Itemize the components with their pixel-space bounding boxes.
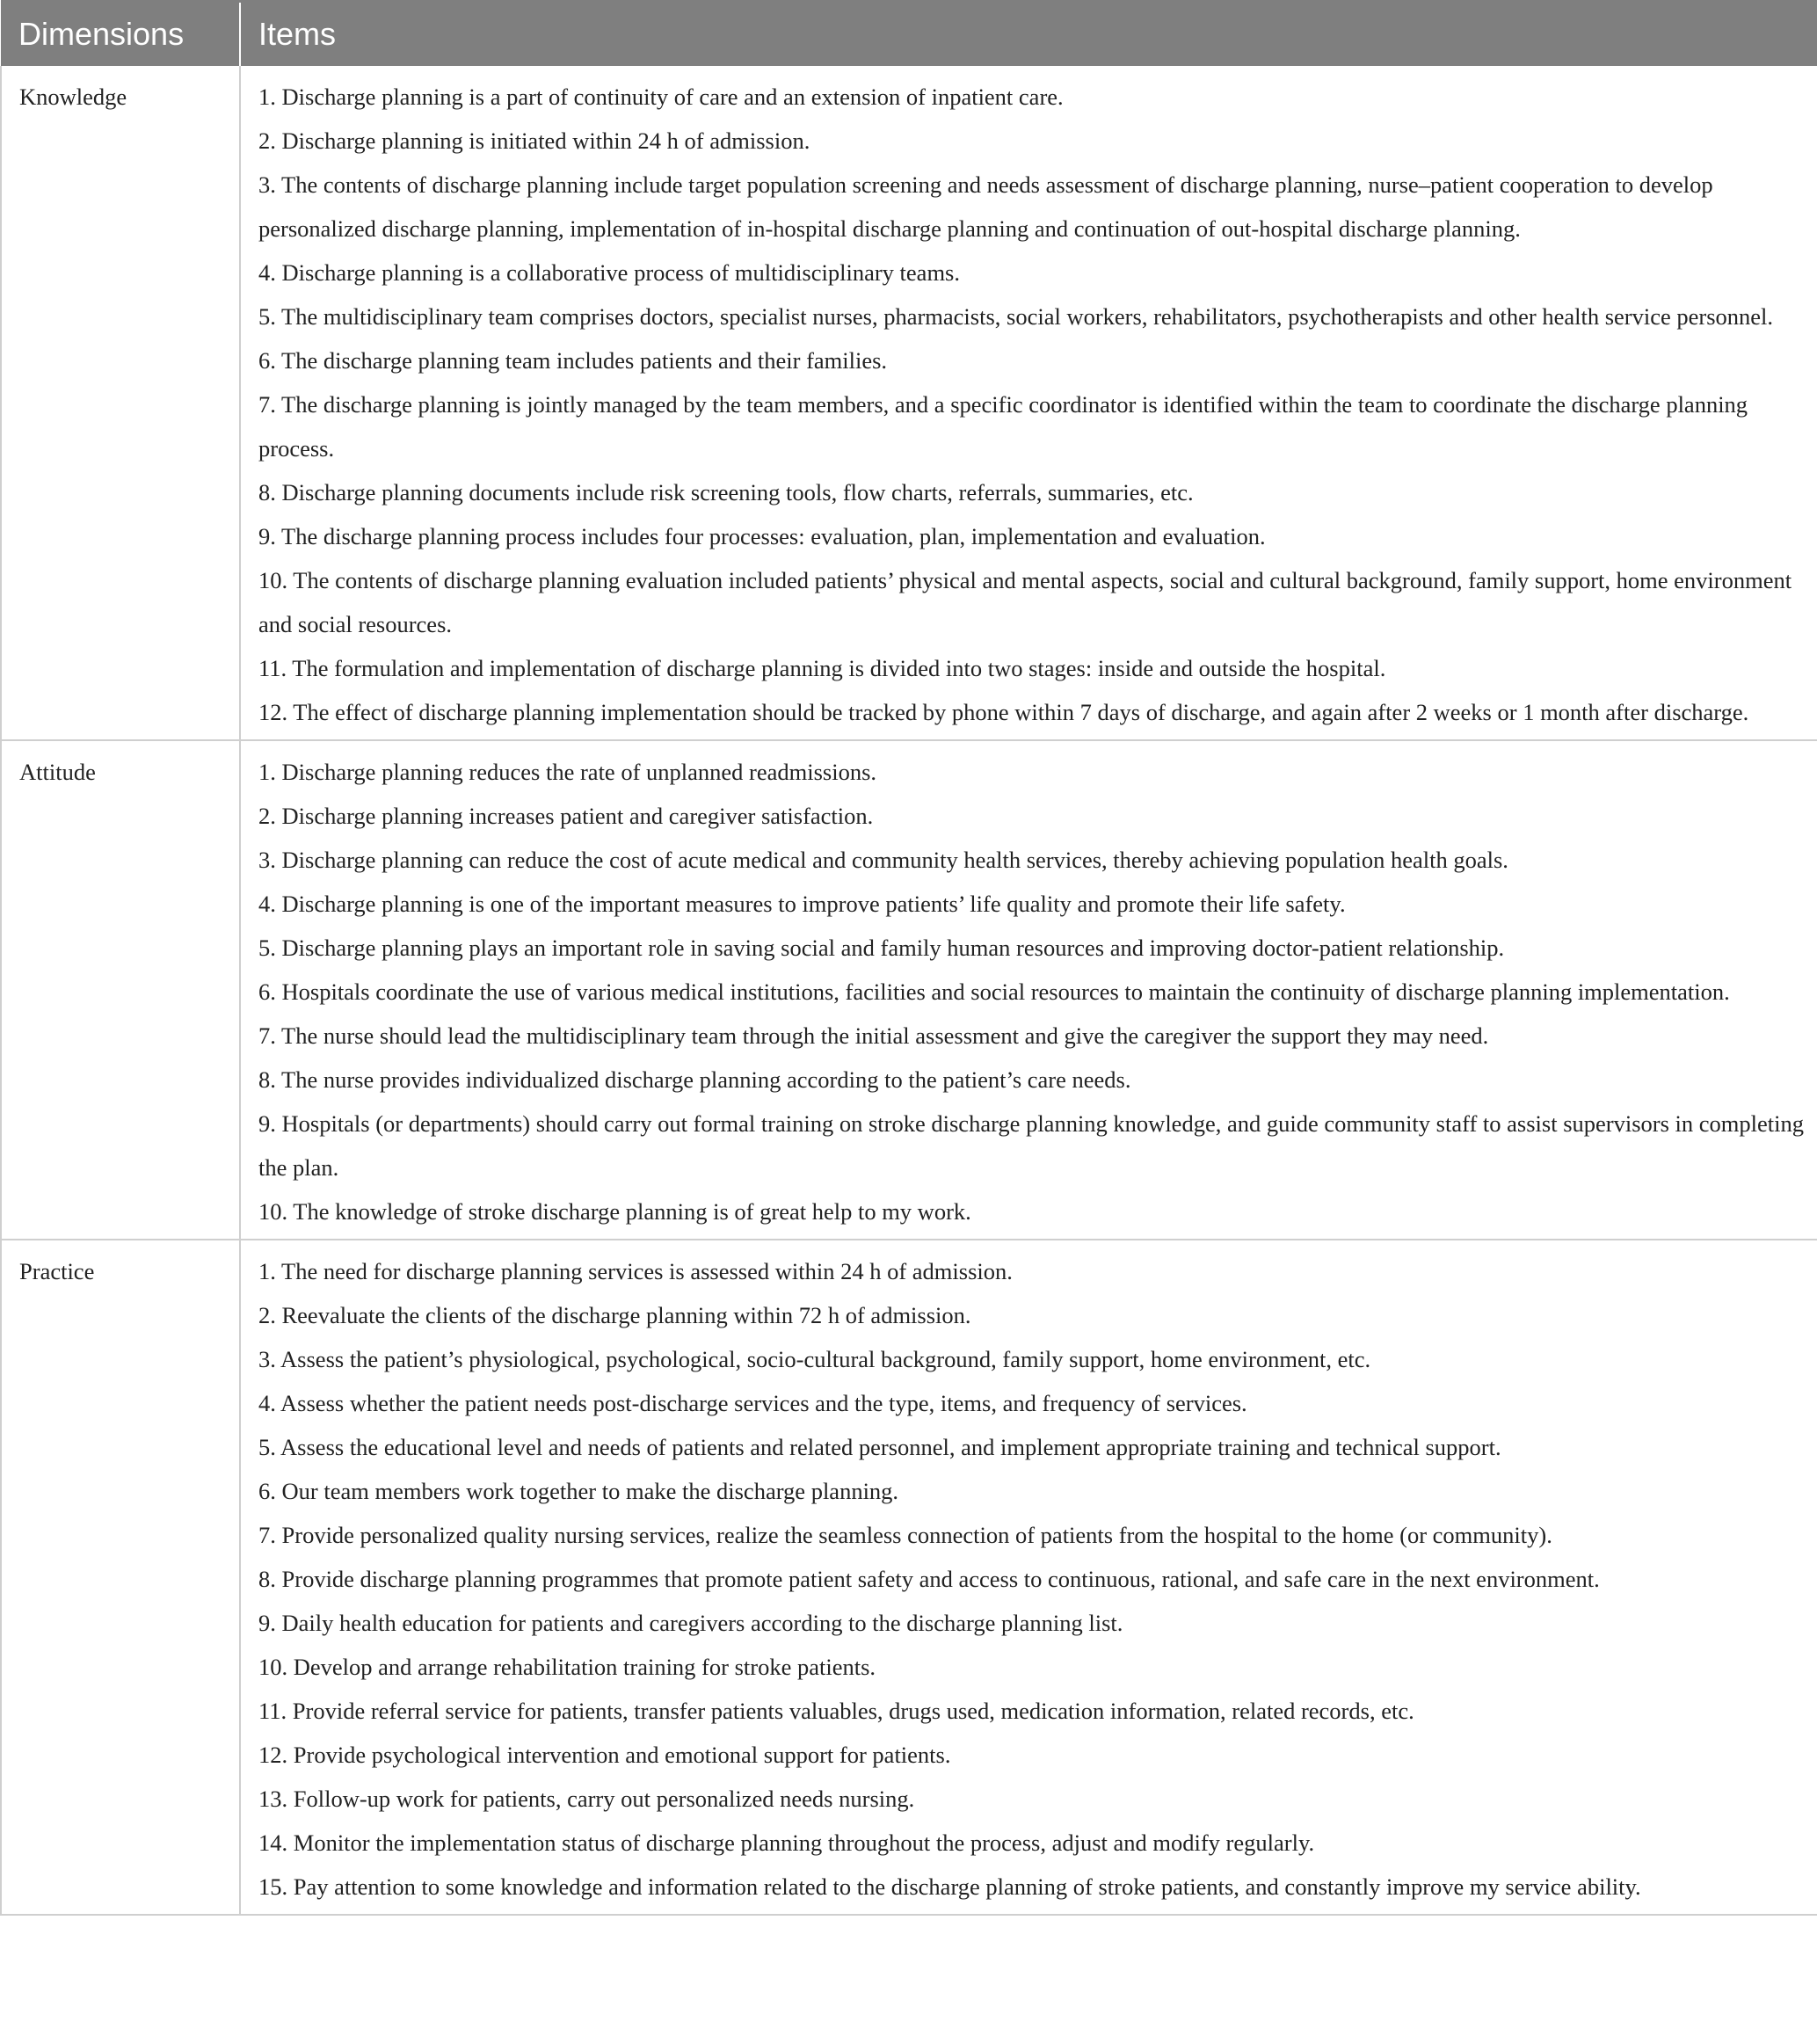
items-cell: [240, 1240, 1817, 1915]
table-header: [1, 2, 1817, 66]
list-item: 10. The contents of discharge planning evaluation included patients’ physical and mental aspects, social and cultural background, family support, home environment and social resources.: [258, 566, 1792, 637]
items-cell: [240, 66, 1817, 740]
table-row-practice: [1, 1240, 1817, 1915]
list-item: 4. Discharge planning is one of the important measures to improve patients’ life quality and promote their life safety.: [258, 890, 1346, 917]
list-item: 13. Follow-up work for patients, carry out personalized needs nursing.: [258, 1785, 915, 1812]
list-item: 3. Assess the patient’s physiological, psychological, socio-cultural background, family support, home environment, etc.: [258, 1345, 1371, 1372]
list-item: 7. The discharge planning is jointly managed by the team members, and a specific coordinator is identified within the team to coordinate the discharge planning process.: [258, 390, 1748, 462]
list-item: 8. Discharge planning documents include risk screening tools, flow charts, referrals, summaries, etc.: [258, 478, 1194, 506]
list-item: 11. The formulation and implementation of discharge planning is divided into two stages: inside and outside the hospital.: [258, 654, 1386, 681]
list-item: 11. Provide referral service for patients, transfer patients valuables, drugs used, medication information, related records, etc.: [258, 1697, 1414, 1724]
header-items: Items: [240, 2, 1817, 66]
list-item: 7. Provide personalized quality nursing services, realize the seamless connection of patients from the hospital to the home (or community).: [258, 1521, 1552, 1548]
list-item: 2. Discharge planning is initiated within 24 h of admission.: [258, 127, 810, 154]
items-cell: [240, 740, 1817, 1240]
list-item: 15. Pay attention to some knowledge and information related to the discharge planning of stroke patients, and constantly improve my service ability.: [258, 1873, 1641, 1900]
table-row-knowledge: [1, 66, 1817, 740]
list-item: 6. Hospitals coordinate the use of various medical institutions, facilities and social resources to maintain the continuity of discharge planning implementation.: [258, 978, 1730, 1005]
list-item: 1. Discharge planning is a part of continuity of care and an extension of inpatient care.: [258, 83, 1064, 110]
list-item: 12. The effect of discharge planning implementation should be tracked by phone within 7 days of discharge, and again after 2 weeks or 1 month after discharge.: [258, 698, 1749, 725]
list-item: 1. The need for discharge planning services is assessed within 24 h of admission.: [258, 1257, 1013, 1284]
list-item: 7. The nurse should lead the multidisciplinary team through the initial assessment and give the caregiver the support they may need.: [258, 1022, 1489, 1049]
list-item: 9. Daily health education for patients and caregivers according to the discharge planning list.: [258, 1609, 1123, 1636]
dimension-cell: Practice: [1, 1240, 240, 1915]
list-item: 1. Discharge planning reduces the rate of unplanned readmissions.: [258, 758, 877, 785]
list-item: 3. Discharge planning can reduce the cost of acute medical and community health services, thereby achieving population health goals.: [258, 846, 1508, 873]
list-item: 5. Assess the educational level and needs of patients and related personnel, and implement appropriate training and technical support.: [258, 1433, 1501, 1460]
list-item: 9. Hospitals (or departments) should carry out formal training on stroke discharge planning knowledge, and guide community staff to assist supervisors in completing the plan.: [258, 1109, 1804, 1181]
list-item: 6. The discharge planning team includes patients and their families.: [258, 346, 888, 374]
header-dimensions: Dimensions: [1, 2, 240, 66]
table-body: [1, 66, 1817, 1915]
header-row: [1, 2, 1817, 66]
list-item: 12. Provide psychological intervention and emotional support for patients.: [258, 1741, 951, 1768]
list-item: 5. Discharge planning plays an important role in saving social and family human resources and improving doctor-patient relationship.: [258, 934, 1505, 961]
table-row-attitude: [1, 740, 1817, 1240]
list-item: 8. Provide discharge planning programmes that promote patient safety and access to continuous, rational, and safe care in the next environment.: [258, 1565, 1600, 1592]
list-item: 6. Our team members work together to make the discharge planning.: [258, 1477, 899, 1504]
list-item: 14. Monitor the implementation status of discharge planning throughout the process, adjust and modify regularly.: [258, 1829, 1315, 1856]
list-item: 10. Develop and arrange rehabilitation training for stroke patients.: [258, 1653, 876, 1680]
list-item: 5. The multidisciplinary team comprises doctors, specialist nurses, pharmacists, social workers, rehabilitators, psychotherapists and other health service personnel.: [258, 302, 1774, 330]
dimension-cell: Knowledge: [1, 66, 240, 740]
dimension-cell: Attitude: [1, 740, 240, 1240]
list-item: 2. Discharge planning increases patient and caregiver satisfaction.: [258, 802, 874, 829]
list-item: 2. Reevaluate the clients of the discharge planning within 72 h of admission.: [258, 1301, 971, 1328]
list-item: 4. Assess whether the patient needs post-discharge services and the type, items, and frequency of services.: [258, 1389, 1247, 1416]
list-item: 8. The nurse provides individualized discharge planning according to the patient’s care needs.: [258, 1066, 1131, 1093]
list-item: 4. Discharge planning is a collaborative process of multidisciplinary teams.: [258, 258, 960, 286]
list-item: 3. The contents of discharge planning include target population screening and needs assessment of discharge planning, nurse–patient cooperation to develop personalized discharge planning, implementation of in-hospital discharge planning and continuation of out-hospital discharge planning.: [258, 171, 1713, 242]
list-item: 9. The discharge planning process includes four processes: evaluation, plan, implementation and evaluation.: [258, 522, 1266, 549]
list-item: 10. The knowledge of stroke discharge planning is of great help to my work.: [258, 1197, 971, 1225]
